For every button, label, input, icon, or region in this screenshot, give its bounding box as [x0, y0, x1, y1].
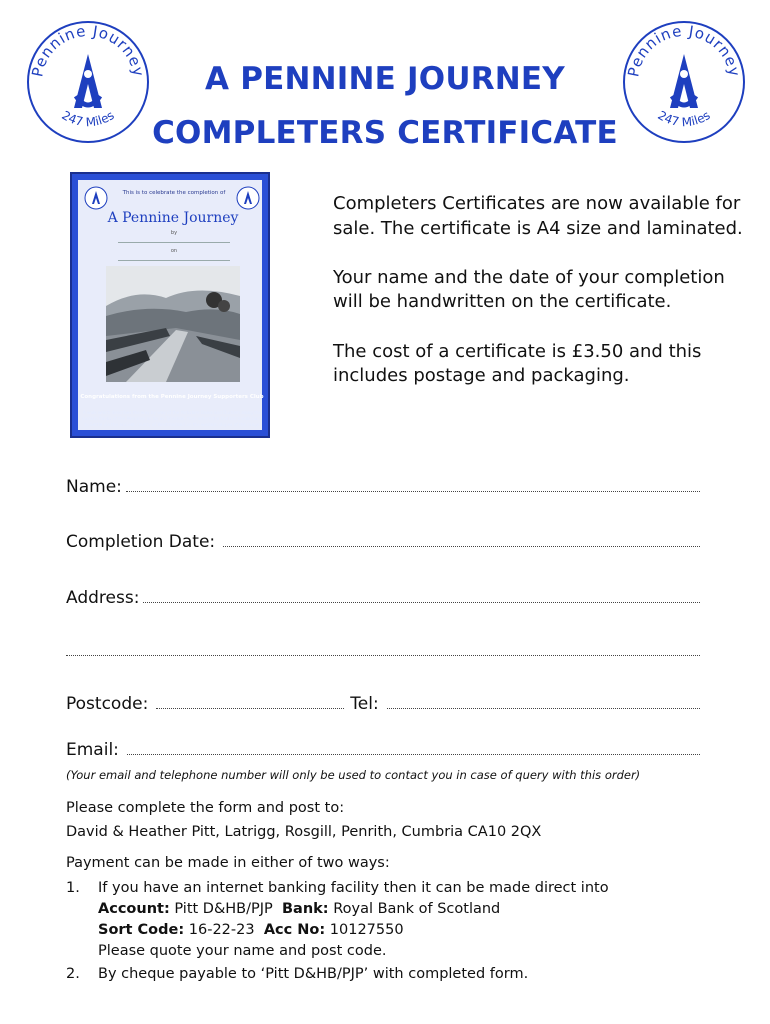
- postcode-input-line[interactable]: [156, 696, 344, 709]
- title-line-1: A PENNINE JOURNEY: [205, 61, 565, 97]
- payment-option-2: [66, 964, 726, 984]
- email-field: [66, 740, 700, 760]
- certificate-congrats: Congratulations from the Pennine Journey Supporters Club: [80, 394, 264, 400]
- payment-option-2-text: By cheque payable to ‘Pitt D&HB/PJP’ with completed form.: [98, 966, 529, 982]
- intro-text: [333, 192, 753, 413]
- logo-miles: 247 Miles: [655, 108, 713, 130]
- certificate-celebrate-text: This is to celebrate the completion of: [122, 190, 226, 196]
- certificate-name-line: [118, 242, 230, 243]
- account-label: Account:: [98, 901, 170, 917]
- privacy-note: (Your email and telephone number will only be used to contact you in case of query with this order): [66, 768, 641, 782]
- sort-code-label: Sort Code:: [98, 922, 185, 938]
- payment-option-2-number: 2.: [66, 966, 80, 982]
- account-value: Pitt D&HB/PJP: [174, 901, 273, 917]
- landscape-photo: [106, 266, 240, 382]
- tel-label: Tel:: [350, 694, 379, 714]
- acc-no-label: Acc No:: [263, 922, 326, 938]
- account-details: [98, 899, 500, 919]
- completion-date-input-line[interactable]: [223, 534, 700, 547]
- certificate-inner: [78, 180, 262, 430]
- payment-intro: Payment can be made in either of two ways:: [66, 855, 390, 871]
- certificate-preview: [70, 172, 270, 438]
- certificate-date-line: [118, 260, 230, 261]
- certificate-by: by: [170, 230, 178, 236]
- email-input-line[interactable]: [127, 742, 700, 755]
- logo-word-journey: Journey: [687, 22, 744, 79]
- acc-no-value: 10127550: [329, 922, 404, 938]
- logo-word-pennine: Pennine: [624, 21, 684, 79]
- logo-word-journey: Journey: [91, 22, 148, 79]
- bank-label: Bank:: [281, 901, 329, 917]
- tel-input-line[interactable]: [387, 696, 700, 709]
- payment-option-1: [66, 878, 726, 898]
- name-input-line[interactable]: [126, 479, 700, 492]
- page-title: [130, 52, 640, 160]
- address-input-line-2[interactable]: [66, 643, 700, 656]
- completion-date-label: Completion Date:: [66, 532, 216, 552]
- post-instruction: Please complete the form and post to:: [66, 800, 345, 816]
- completion-date-field: [66, 532, 700, 552]
- logo-word-pennine: Pennine: [28, 21, 88, 79]
- name-field: [66, 477, 700, 497]
- postcode-tel-field: [66, 694, 700, 714]
- intro-paragraph-3: The cost of a certificate is £3.50 and this includes postage and packaging.: [333, 340, 702, 387]
- certificate-mini-logo-icon: [236, 186, 260, 210]
- post-address: David & Heather Pitt, Latrigg, Rosgill, Penrith, Cumbria CA10 2QX: [66, 824, 542, 840]
- certificate-mini-logo-icon: [84, 186, 108, 210]
- certificate-small-text: A walk which describes the way by way of the Yorkshire Dales and Durham along the eastern flanks of the Pennines as far as Tynedale, from where the hadrian's walk back to Settle via the ancient county of Westmorland on the western slopes of the range: [81, 410, 263, 427]
- quote-instruction: Please quote your name and post code.: [98, 943, 387, 959]
- sort-code-value: 16-22-23: [188, 922, 255, 938]
- address-input-line[interactable]: [143, 590, 700, 603]
- bank-value: Royal Bank of Scotland: [333, 901, 501, 917]
- intro-paragraph-1: Completers Certificates are now available for sale. The certificate is A4 size and laminated.: [333, 193, 743, 239]
- certificate-title: A Pennine Journey: [107, 210, 239, 226]
- payment-option-1-number: 1.: [66, 880, 80, 896]
- address-label: Address:: [66, 588, 140, 608]
- intro-paragraph-2: Your name and the date of your completion will be handwritten on the certificate.: [333, 266, 725, 313]
- certificate-on: on: [170, 248, 178, 254]
- sort-code-details: [98, 920, 404, 940]
- title-line-2: COMPLETERS CERTIFICATE: [152, 115, 618, 151]
- logo-miles: 247 Miles: [59, 108, 117, 130]
- address-field-line-2: [66, 643, 700, 656]
- address-field: [66, 588, 700, 608]
- payment-option-1-text: If you have an internet banking facility then it can be made direct into: [98, 880, 609, 896]
- email-label: Email:: [66, 740, 119, 760]
- name-label: Name:: [66, 477, 122, 497]
- postcode-label: Postcode:: [66, 694, 149, 714]
